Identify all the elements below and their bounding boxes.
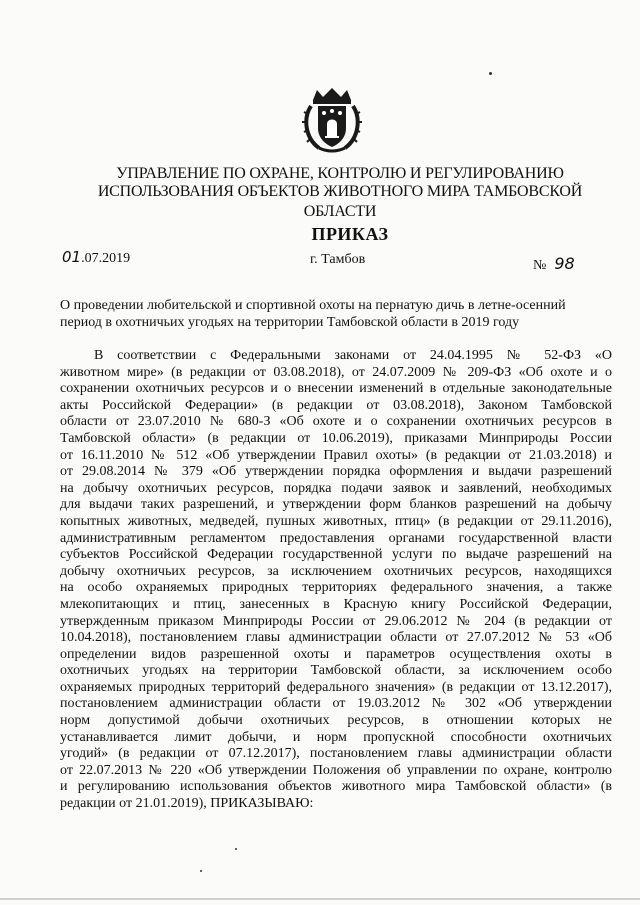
body-line: добычу охотничьих ресурсов, за исключением охотничьих ресурсов, находящихся [60,563,612,579]
body-line: Тамбовской области» (в редакции от 10.06.2019), приказами Минприроды России [60,430,612,446]
tambov-coat-of-arms-icon [301,86,363,154]
body-line: от 29.08.2014 № 379 «Об утверждении порядка оформления и выдачи разрешений [60,464,612,480]
subject-line: период в охотничьих угодьях на территории Тамбовской области в 2019 году [60,315,520,330]
scan-speck [235,848,237,850]
body-line: копытных животных, медведей, пушных животных, птиц» (в редакции от 29.11.2016), [60,513,612,529]
body-line: на особо охраняемых природных территориях федерального значения, а также [60,580,612,596]
document-type-title: ПРИКАЗ [311,224,389,244]
body-line: угодий» (в редакции от 07.12.2017), постановлением главы администрации области [60,746,612,762]
body-line: административным регламентом предоставления органами государственной власти [60,530,612,546]
number-label: № [533,258,547,273]
body-line: постановлением администрации области от 19.03.2012 № 302 «Об утверждении [60,696,612,712]
body-line: В соответствии с Федеральными законами от 24.04.1995 № 52-ФЗ «О [94,348,612,363]
body-line: на добычу охотничьих ресурсов, порядка подачи заявок и заявлений, необходимых [60,480,612,496]
body-line: и регулированию использования объектов животного мира Тамбовской области» (в [60,779,612,795]
body-line: млекопитающих и птиц, занесенных в Красную книгу Российской Федерации, [60,596,612,612]
order-subject [60,297,620,331]
body-line: охраняемых природных территорий федерального значения» (в редакции от 13.12.2017), [60,679,612,695]
agency-name-line-1: УПРАВЛЕНИЕ ПО ОХРАНЕ, КОНТРОЛЮ И РЕГУЛИРОВАНИЮ [116,165,564,182]
body-line: сохранении охотничьих ресурсов и о внесении изменений в отдельные законодательные [60,381,612,397]
body-line: от 22.07.2013 № 220 «Об утверждении Положения об управлении по охране, контролю [60,762,612,778]
body-line: редакции от 21.01.2019), ПРИКАЗЫВАЮ: [60,796,314,812]
order-city: г. Тамбов [310,252,366,267]
body-line: охотничьих угодьях на территории Тамбовской области, за исключением особо [60,663,612,679]
agency-name-line-2: ИСПОЛЬЗОВАНИЯ ОБЪЕКТОВ ЖИВОТНОГО МИРА ТАМБОВСКОЙ ОБЛАСТИ [97,183,583,220]
body-line: животном мире» (в редакции от 03.08.2018), от 24.07.2009 № 209-ФЗ «Об охоте и о [60,364,612,380]
body-line: акты Российской Федерации» (в редакции от 03.08.2018), Законом Тамбовской [60,397,612,413]
number-handwritten: 98 [554,254,575,273]
date-month-year: .07.2019 [81,251,131,266]
body-line: для выдачи таких разрешений, и утверждении форм бланков разрешений на добычу [60,497,612,513]
body-line: 10.04.2018), постановлением главы администрации области от 27.07.2012 № 53 «Об [60,630,612,646]
body-line: норм допустимой добычи охотничьих ресурсов, в отношении которых не [60,713,612,729]
scan-bottom-edge [0,898,640,900]
order-preamble [60,348,612,813]
body-line: определении видов разрешенной охоты и параметров осуществления охоты в [60,646,612,662]
order-number [533,254,575,274]
body-line: устанавливается лимит добычи, и норм пропускной способности охотничьих [60,729,612,745]
scan-speck [200,870,202,872]
scan-speck [489,72,492,75]
order-date [62,248,130,267]
body-line: субъектов Российской Федерации государственной услуги по выдаче разрешений на [60,547,612,563]
date-day-handwritten: 01 [62,248,82,266]
body-line: утвержденным приказом Минприроды России от 29.06.2012 № 204 (в редакции от [60,613,612,629]
subject-line: О проведении любительской и спортивной охоты на пернатую дичь в летне-осенний [60,298,566,313]
body-line: от 16.11.2010 № 512 «Об утверждении Правил охоты» (в редакции от 21.03.2018) и [60,447,612,463]
body-line: области от 23.07.2010 № 680-З «Об охоте и о сохранении охотничьих ресурсов в [60,414,612,430]
